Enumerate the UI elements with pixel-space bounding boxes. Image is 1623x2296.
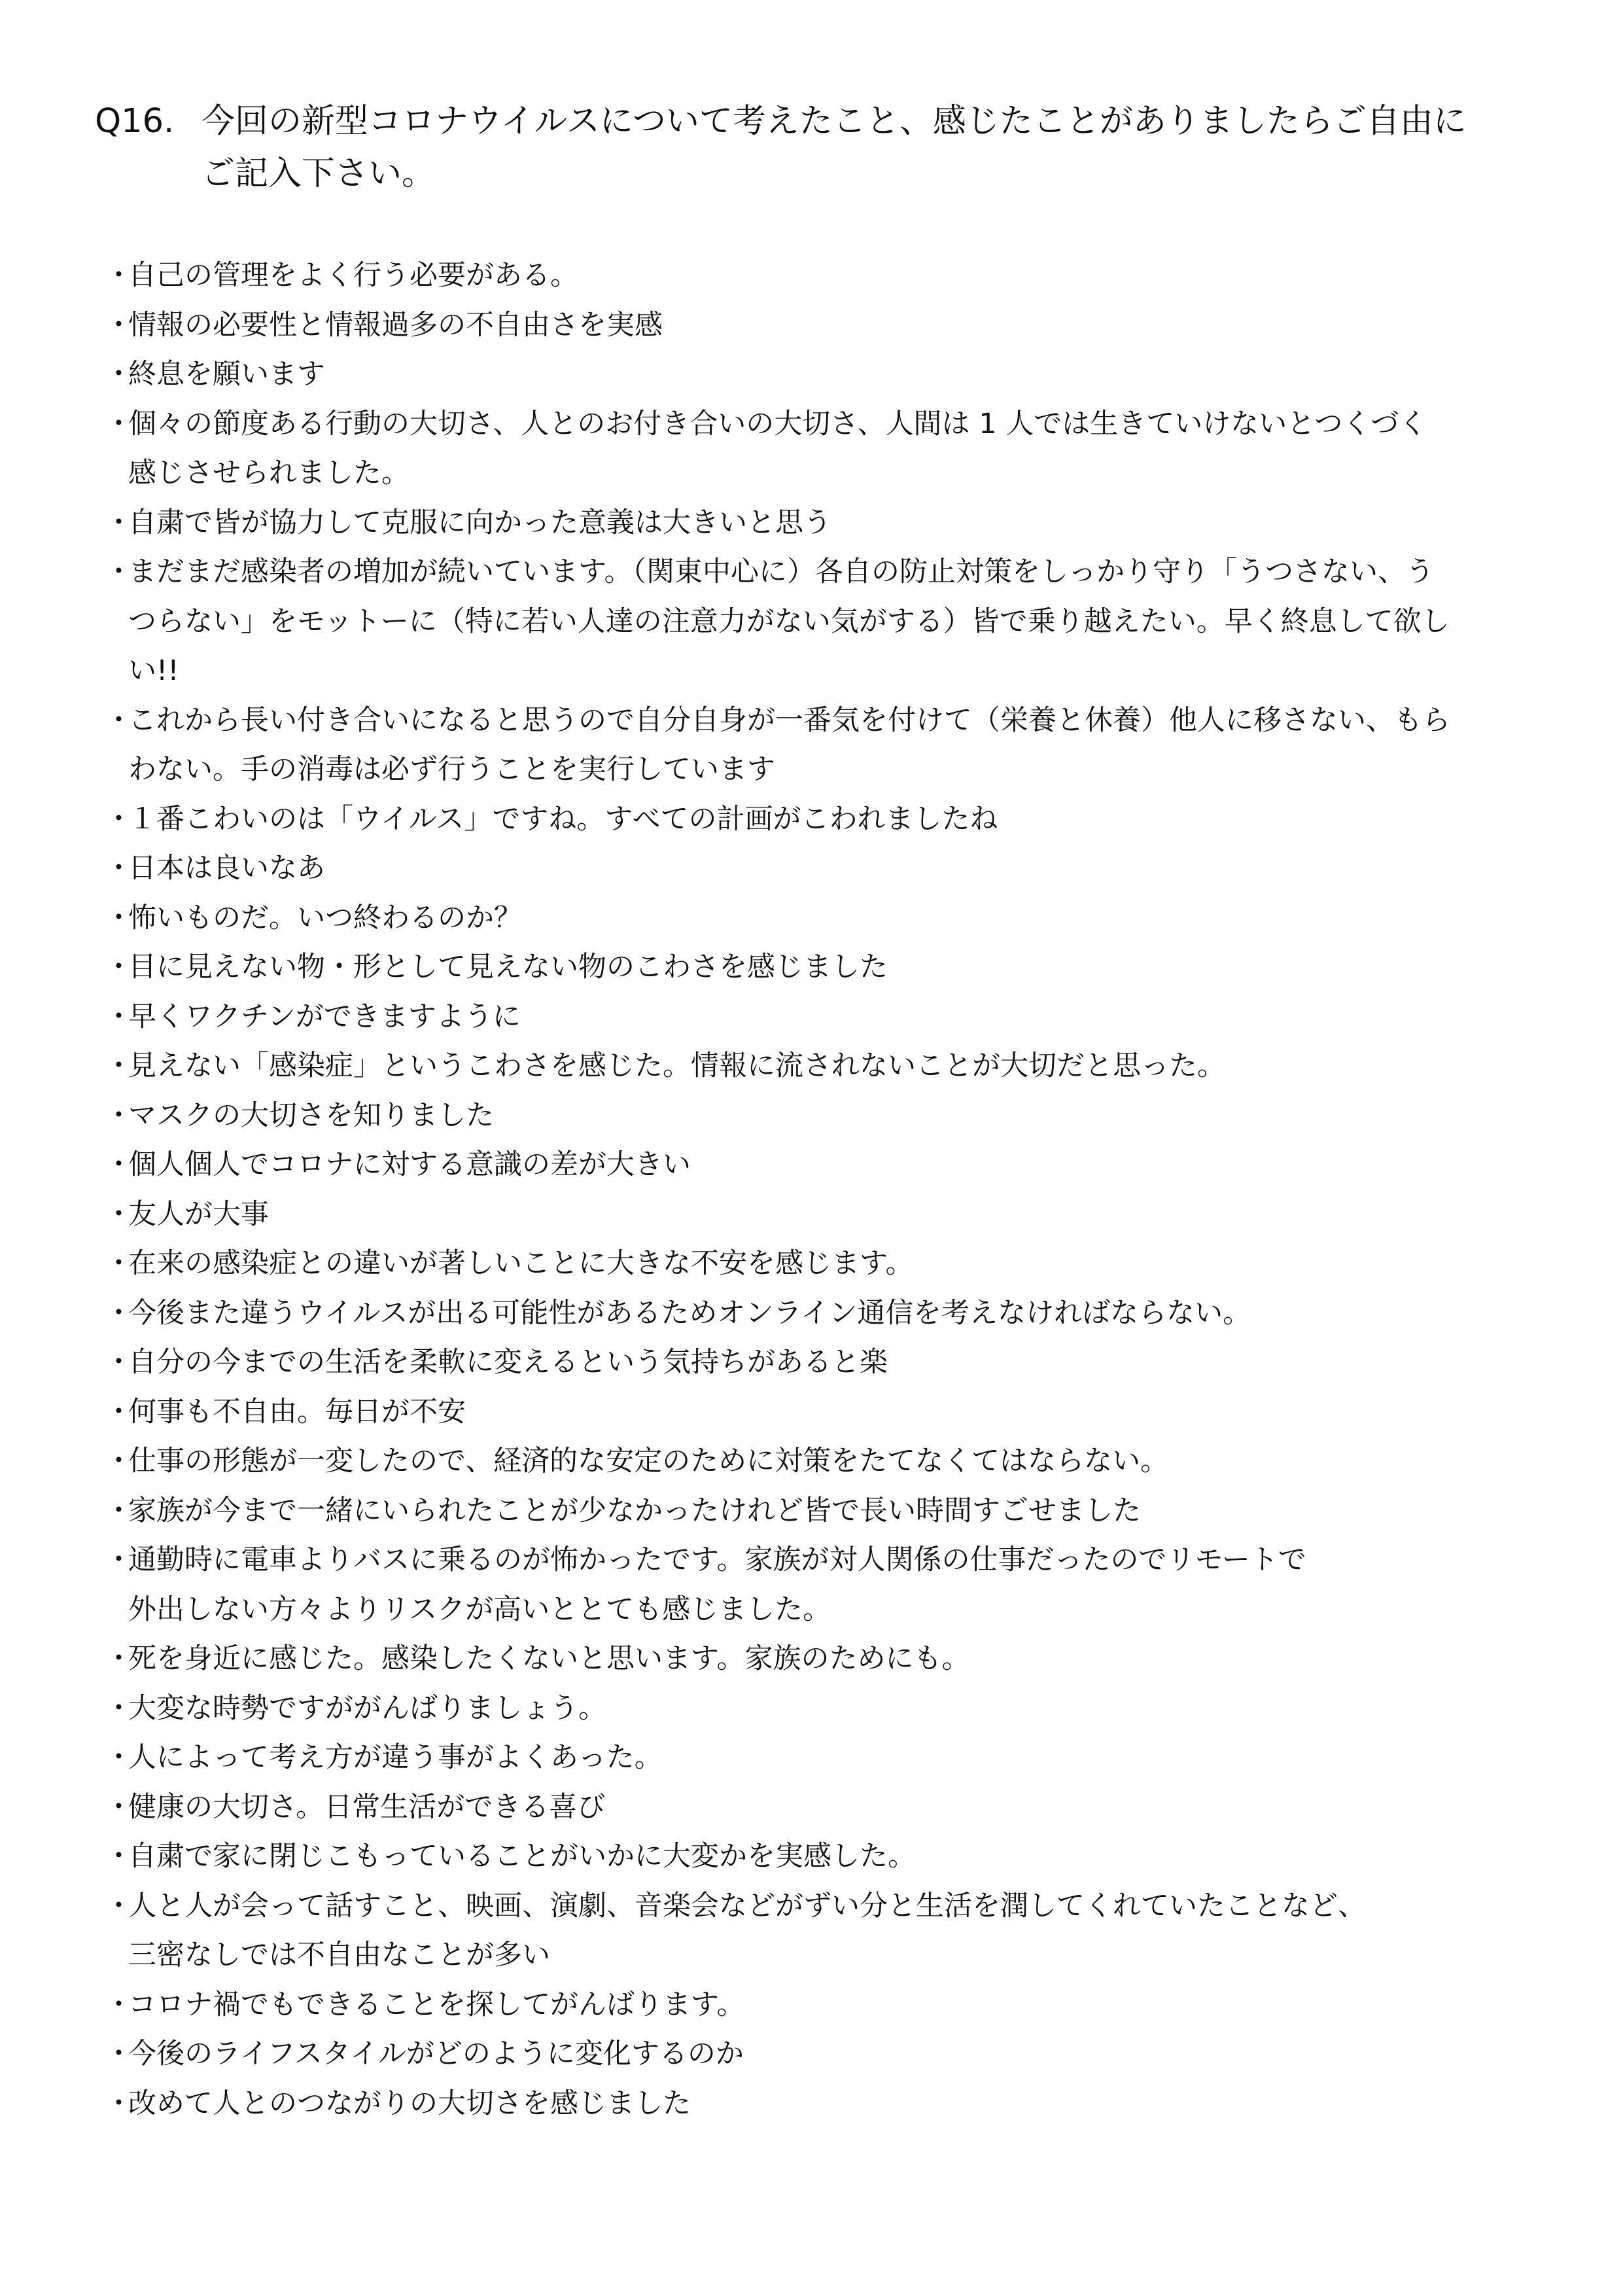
list-item: [105, 1437, 1563, 1487]
bullet-marker: ・: [105, 1296, 133, 1330]
bullet-marker: ・: [105, 1840, 133, 1873]
bullet-marker: ・: [105, 1197, 133, 1231]
list-item: [105, 1140, 1563, 1190]
answer-text: 今後のライフスタイルがどのように変化するのか: [128, 2038, 744, 2070]
bullet-marker: ・: [105, 1099, 133, 1132]
list-item: [105, 1091, 1563, 1141]
answer-text: 自己の管理をよく行う必要がある。: [128, 259, 578, 292]
answer-text: 目に見えない物・形として見えない物のこわさを感じました: [128, 951, 888, 983]
bullet-marker: ・: [105, 1889, 133, 1922]
question-text-line-2: ご記入下さい。: [201, 154, 436, 193]
answer-text: 今後また違うウイルスが出る可能性があるためオンライン通信を考えなければならない。: [128, 1296, 1251, 1330]
answer-text: 情報の必要性と情報過多の不自由さを実感: [128, 308, 663, 342]
bullet-marker: ・: [105, 852, 133, 885]
bullet-marker: ・: [105, 506, 133, 539]
list-item: [105, 844, 1563, 894]
answer-text: マスクの大切さを知りました: [128, 1099, 494, 1132]
list-item: [105, 1388, 1563, 1438]
answer-text: 個々の節度ある行動の大切さ、人とのお付き合いの大切さ、人間は 1 人では生きていけないとつくづく 感じさせられました。: [128, 407, 1427, 489]
list-item: [105, 251, 1563, 301]
answer-text: 自分の今までの生活を柔軟に変えるという気持ちがあると楽: [128, 1346, 888, 1379]
bullet-marker: ・: [105, 1642, 133, 1675]
answer-text: 自粛で皆が協力して克服に向かった意義は大きいと思う: [128, 506, 831, 539]
bullet-marker: ・: [105, 358, 133, 391]
list-item: [105, 2079, 1563, 2129]
bullet-marker: ・: [105, 703, 133, 737]
answer-text: 早くワクチンができますように: [128, 1000, 521, 1033]
list-item: [105, 795, 1563, 845]
bullet-marker: ・: [105, 1395, 133, 1428]
bullet-marker: ・: [105, 1247, 133, 1280]
bullet-marker: ・: [105, 308, 133, 342]
answer-text: 友人が大事: [128, 1197, 269, 1231]
bullet-marker: ・: [105, 1494, 133, 1527]
answer-text: 人によって考え方が違う事がよくあった。: [128, 1741, 663, 1774]
bullet-marker: ・: [105, 1050, 133, 1082]
list-item: [105, 696, 1563, 795]
bullet-marker: ・: [105, 1790, 133, 1824]
bullet-marker: ・: [105, 1988, 133, 2021]
answer-text: 怖いものだ。いつ終わるのか？: [128, 901, 522, 934]
bullet-marker: ・: [105, 901, 133, 934]
bullet-marker: ・: [105, 951, 133, 983]
bullet-marker: ・: [105, 1544, 133, 1576]
answer-text: 家族が今まで一緒にいられたことが少なかったけれど皆で長い時間すごせました: [128, 1494, 1141, 1527]
list-item: [105, 350, 1563, 400]
list-item: [105, 1042, 1563, 1091]
answer-text: 日本は良いなあ: [128, 852, 325, 885]
list-item: [105, 943, 1563, 993]
list-item: [105, 301, 1563, 351]
list-item: [105, 548, 1563, 696]
list-item: [105, 894, 1563, 944]
bullet-marker: ・: [105, 1741, 133, 1774]
answer-text: 大変な時勢ですががんばりましょう。: [128, 1691, 606, 1725]
list-item: [105, 1832, 1563, 1882]
list-item: [105, 1882, 1563, 1981]
answer-text: 健康の大切さ。日常生活ができる喜び: [128, 1790, 606, 1824]
list-item: [105, 1487, 1563, 1536]
answer-text: 通勤時に電車よりバスに乗るのが怖かったです。家族が対人関係の仕事だったのでリモートで 外出しない方々よりリスクが高いととても感じました。: [128, 1544, 1306, 1626]
list-item: [105, 1536, 1563, 1634]
answer-list: [105, 251, 1563, 2128]
bullet-marker: ・: [105, 1691, 133, 1725]
answer-text: 見えない「感染症」というこわさを感じた。情報に流されないことが大切だと思った。: [128, 1050, 1225, 1082]
answer-text: 死を身近に感じた。感染したくないと思います。家族のためにも。: [128, 1642, 970, 1675]
answer-text: １番こわいのは「ウイルス」ですね。すべての計画がこわれましたね: [128, 802, 998, 836]
bullet-marker: ・: [105, 2087, 133, 2120]
list-item: [105, 1783, 1563, 1833]
list-item: [105, 1634, 1563, 1684]
list-item: [105, 1289, 1563, 1339]
list-item: [105, 1190, 1563, 1240]
answer-text: 個人個人でコロナに対する意識の差が大きい: [128, 1148, 691, 1181]
bullet-marker: ・: [105, 802, 133, 836]
answer-text: 人と人が会って話すこと、映画、演劇、音楽会などがずい分と生活を潤してくれていたことなど、 三密なしでは不自由なことが多い: [128, 1889, 1366, 1971]
list-item: [105, 1684, 1563, 1734]
bullet-marker: ・: [105, 407, 133, 440]
bullet-marker: ・: [105, 259, 133, 292]
list-item: [105, 1733, 1563, 1783]
list-item: [105, 1239, 1563, 1289]
bullet-marker: ・: [105, 556, 133, 588]
question-heading: [95, 96, 1567, 200]
answer-text: 在来の感染症との違いが著しいことに大きな不安を感じます。: [128, 1247, 914, 1280]
answer-text: 終息を願います: [128, 358, 325, 391]
answer-text: 改めて人とのつながりの大切さを感じました: [128, 2087, 691, 2120]
list-item: [105, 1981, 1563, 2030]
bullet-marker: ・: [105, 1445, 133, 1477]
bullet-marker: ・: [105, 2038, 133, 2070]
list-item: [105, 499, 1563, 548]
list-item: [105, 2030, 1563, 2079]
bullet-marker: ・: [105, 1000, 133, 1033]
bullet-marker: ・: [105, 1148, 133, 1181]
list-item: [105, 1338, 1563, 1388]
list-item: [105, 400, 1563, 499]
answer-text: 仕事の形態が一変したので、経済的な安定のために対策をたてなくてはならない。: [128, 1445, 1169, 1477]
answer-text: コロナ禍でもできることを探してがんばります。: [128, 1988, 745, 2021]
answer-text: これから長い付き合いになると思うので自分自身が一番気を付けて（栄養と休養）他人に移さない、もら わない。手の消毒は必ず行うことを実行しています: [128, 703, 1450, 786]
question-number: Q16.: [95, 102, 175, 141]
answer-text: 何事も不自由。毎日が不安: [128, 1395, 466, 1428]
list-item: [105, 993, 1563, 1042]
bullet-marker: ・: [105, 1346, 133, 1379]
answer-text: 自粛で家に閉じこもっていることがいかに大変かを実感した。: [128, 1840, 916, 1873]
answer-text: まだまだ感染者の増加が続いています。（関東中心に）各自の防止対策をしっかり守り「うつさない、う つらない」をモットーに（特に若い人達の注意力がない気がする）皆で乗り越えたい。早く終息して欲し い!!: [128, 556, 1450, 687]
question-text-line-1: 今回の新型コロナウイルスについて考えたこと、感じたことがありましたらご自由に: [201, 102, 1467, 141]
